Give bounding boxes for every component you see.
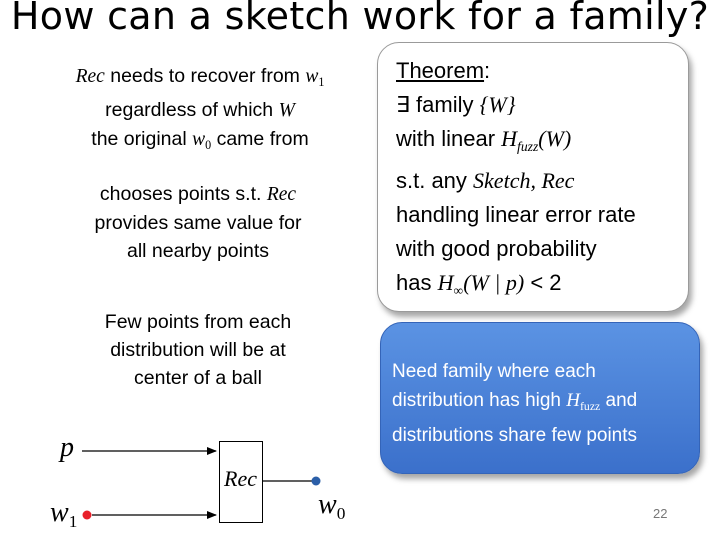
p-label: p	[60, 432, 74, 463]
text: < 2	[524, 269, 562, 295]
exists-symbol: ∃	[396, 92, 410, 117]
text: Need family where each	[392, 361, 596, 382]
text: center of a ball	[134, 367, 262, 389]
w1-red-dot	[83, 511, 92, 520]
text: needs to recover from	[104, 65, 306, 87]
math: (W)	[538, 126, 572, 151]
w0-label	[318, 488, 345, 524]
rec-term: Rec	[266, 184, 297, 205]
text: distribution has high	[392, 390, 567, 411]
H-symbol: H	[501, 126, 518, 151]
math: (W | p)	[463, 269, 525, 295]
text: with linear	[396, 126, 502, 151]
page-number: 22	[653, 506, 668, 521]
text: the original	[91, 128, 193, 151]
text: s.t. any	[396, 167, 474, 193]
w0-term: w	[192, 129, 206, 151]
text: family	[409, 92, 480, 117]
w1-subscript: 1	[68, 512, 78, 532]
slide-title: How can a sketch work for a family?	[10, 0, 710, 38]
text: distributions share few points	[392, 425, 638, 447]
fuzz-subscript: fuzz	[580, 400, 601, 414]
rec-box-label: Rec	[224, 466, 257, 491]
w-term: w	[305, 66, 319, 87]
w0-subscript: 0	[336, 504, 346, 524]
family-set: {W}	[479, 92, 516, 117]
theorem-heading: Theorem	[396, 58, 485, 83]
H-symbol: H	[566, 390, 581, 411]
w-letter: w	[318, 489, 337, 520]
w-subscript: 1	[318, 75, 325, 90]
text: Few points from each	[104, 311, 292, 333]
w1-label	[50, 496, 77, 532]
text: with good probability	[396, 235, 597, 261]
text: :	[484, 58, 491, 83]
w0-subscript: 0	[205, 138, 212, 153]
text: has	[396, 269, 438, 295]
text: all nearby points	[126, 240, 269, 262]
text: distribution will be at	[110, 339, 286, 361]
w-letter: w	[50, 497, 69, 528]
text: and	[600, 390, 638, 411]
W-term: W	[278, 100, 295, 122]
text: chooses points s.t.	[99, 183, 267, 205]
rec-term: Rec	[75, 66, 105, 87]
math: Sketch, Rec	[473, 167, 575, 193]
w0-blue-dot	[312, 477, 321, 486]
H-symbol: H	[437, 269, 454, 295]
text: handling linear error rate	[396, 201, 636, 227]
infinity-subscript: ∞	[453, 282, 464, 298]
text: provides same value for	[94, 212, 302, 234]
text: came from	[211, 128, 309, 151]
fuzz-subscript: fuzz	[517, 138, 539, 154]
text: regardless of which	[105, 99, 279, 122]
